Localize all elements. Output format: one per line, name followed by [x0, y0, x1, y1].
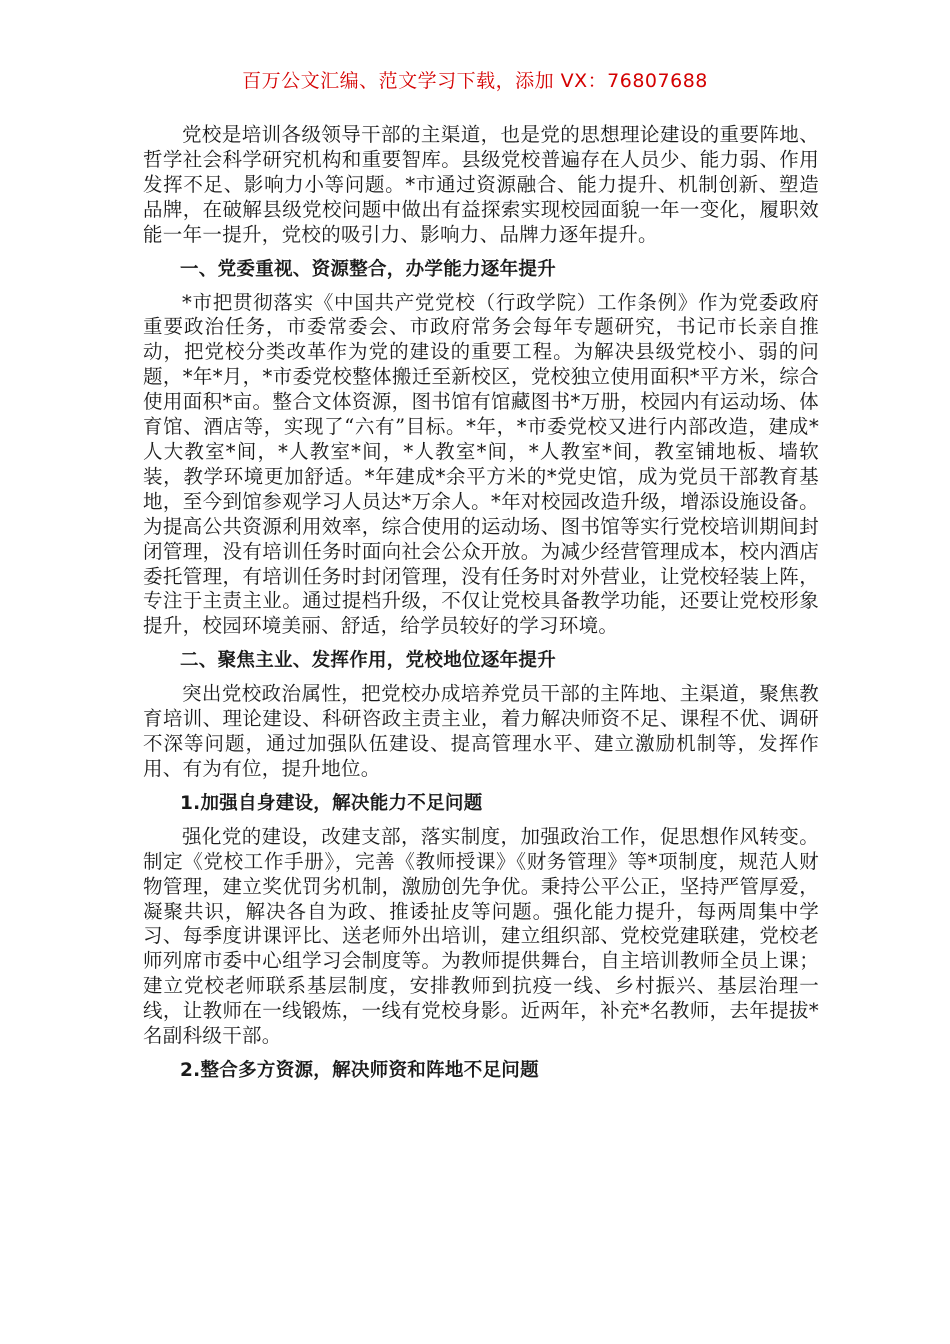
section-1-heading: 一、党委重视、资源整合，办学能力逐年提升	[180, 258, 557, 280]
intro-paragraph: 党校是培训各级领导干部的主渠道，也是党的思想理论建设的重要阵地、哲学社会科学研究机构和重要智库。县级党校普遍存在人员少、能力弱、作用发挥不足、影响力小等问题。*市通过资源融合、能力提升、机制创新、塑造品牌，在破解县级党校问题中做出有益探索实现校园面貌一年一变化，履职效能一年一提升，党校的吸引力、影响力、品牌力逐年提升。	[143, 123, 819, 246]
section-2-paragraph: 突出党校政治属性，把党校办成培养党员干部的主阵地、主渠道，聚焦教育培训、理论建设、科研咨政主责主业，着力解决师资不足、课程不优、调研不深等问题，通过加强队伍建设、提高管理水平、建立激励机制等，发挥作用、有为有位，提升地位。	[143, 682, 819, 780]
subsection-1-heading: 1.加强自身建设，解决能力不足问题	[180, 792, 483, 814]
watermark-header: 百万公文汇编、范文学习下载，添加 VX：76807688	[242, 70, 708, 92]
subsection-2-heading: 2.整合多方资源，解决师资和阵地不足问题	[180, 1060, 539, 1081]
section-1-paragraph: *市把贯彻落实《中国共产党党校（行政学院）工作条例》作为党委政府重要政治任务，市委常委会、市政府常务会每年专题研究，书记市长亲自推动，把党校分类改革作为党的建设的重要工程。为解决县级党校小、弱的问题，*年*月，*市委党校整体搬迁至新校区，党校独立使用面积*平方米，综合使用面积*亩。整合文体资源，图书馆有馆藏图书*万册，校园内有运动场、体育馆、酒店等，实现了“六有”目标。*年，*市委党校又进行内部改造，建成*人大教室*间，*人教室*间，*人教室*间，*人教室*间，教室铺地板、墙软装，教学环境更加舒适。*年建成*余平方米的*党史馆，成为党员干部教育基地，至今到馆参观学习人员达*万余人。*年对校园改造升级，增添设施设备。为提高公共资源利用效率，综合使用的运动场、图书馆等实行党校培训期间封闭管理，没有培训任务时面向社会公众开放。为减少经营管理成本，校内酒店委托管理，有培训任务时封闭管理，没有任务时对外营业，让党校轻装上阵，专注于主责主业。通过提档升级，不仅让党校具备教学功能，还要让党校形象提升，校园环境美丽、舒适，给学员较好的学习环境。	[143, 290, 819, 638]
document-body	[143, 123, 819, 1092]
subsection-1-paragraph: 强化党的建设，改建支部，落实制度，加强政治工作，促思想作风转变。制定《党校工作手册》，完善《教师授课》《财务管理》等*项制度，规范人财物管理，建立奖优罚劣机制，激励创先争优。秉持公平公正，坚持严管厚爱，凝聚共识，解决各自为政、推诿扯皮等问题。强化能力提升，每两周集中学习、每季度讲课评比、送老师外出培训，建立组织部、党校党建联建，党校老师列席市委中心组学习会制度等。为教师提供舞台，自主培训教师全员上课；建立党校老师联系基层制度，安排教师到抗疫一线、乡村振兴、基层治理一线，让教师在一线锻炼，一线有党校身影。近两年，补充*名教师，去年提拔*名副科级干部。	[143, 824, 819, 1048]
section-2-heading: 二、聚焦主业、发挥作用，党校地位逐年提升	[180, 650, 557, 672]
